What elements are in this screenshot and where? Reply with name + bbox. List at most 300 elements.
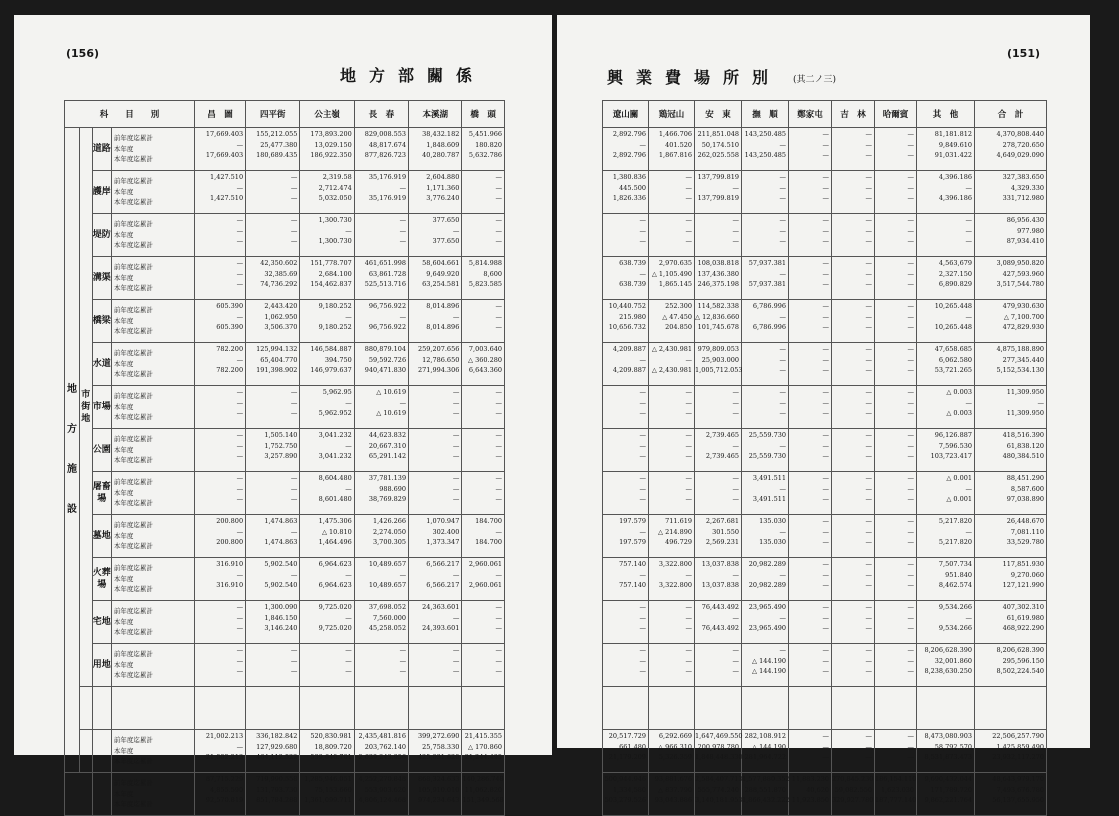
value-line: 135.030	[759, 538, 786, 546]
value-cell	[875, 300, 917, 343]
value-line: 25,559.730	[748, 431, 786, 439]
value-line: 1,623.030	[880, 785, 914, 794]
value-cell	[695, 773, 742, 816]
value-line: —	[236, 484, 244, 493]
value-line: 10,265.448	[934, 302, 972, 310]
value-line: —	[822, 259, 829, 267]
value-line: 3,517,544.780	[996, 280, 1044, 288]
value-line: 1,464.496	[318, 538, 352, 546]
value-line: 288,551.870	[744, 785, 786, 794]
value-line: —	[865, 656, 872, 665]
value-line: 38,769.829	[368, 495, 407, 503]
value-line: 1,505.140	[264, 431, 298, 439]
value-line: △ 966.310	[658, 742, 692, 751]
value-line: —	[822, 581, 829, 589]
value-cell	[649, 773, 695, 816]
value-line: 前年度迄累計	[113, 392, 153, 401]
value-line: △ 10.619	[376, 388, 407, 396]
value-line: 25,559.730	[748, 452, 786, 460]
value-cell	[875, 558, 917, 601]
value-line: 377.650	[432, 237, 460, 245]
value-line: —	[822, 560, 829, 568]
value-line: —	[907, 173, 914, 181]
value-line: —	[822, 570, 829, 579]
value-cell	[789, 773, 832, 816]
value-line: 401.520	[665, 140, 692, 149]
value-line: —	[452, 431, 460, 439]
value-line: 61,838.120	[1006, 441, 1044, 450]
value-line: —	[865, 173, 872, 181]
value-cell	[603, 730, 649, 773]
value-cell	[194, 687, 245, 730]
value-line: —	[865, 398, 872, 407]
value-line: —	[639, 216, 646, 224]
value-cell	[462, 257, 505, 300]
value-line: 5,451.966	[468, 130, 502, 138]
value-line: —	[865, 355, 872, 364]
value-line: —	[822, 226, 829, 235]
value-cell	[832, 386, 875, 429]
value-line: △ 170.860	[468, 742, 502, 751]
value-cell	[789, 644, 832, 687]
table-row	[603, 730, 1047, 773]
value-line: —	[452, 613, 460, 622]
value-line: 252.300	[665, 302, 692, 310]
value-cell	[246, 472, 300, 515]
value-line: 295,596.150	[1002, 656, 1044, 665]
value-line: —	[907, 280, 914, 288]
value-line: 8,473,080.903	[924, 732, 972, 740]
value-cell	[975, 128, 1047, 171]
value-cell	[917, 128, 975, 171]
value-cell	[832, 343, 875, 386]
value-line: 5,814.988	[468, 259, 502, 267]
value-line: —	[907, 753, 914, 761]
value-line: —	[732, 183, 739, 192]
value-line: —	[865, 183, 872, 192]
value-line: 661.480	[619, 742, 646, 751]
group-name: 溝渠	[92, 257, 111, 300]
value-line: 本年度	[113, 531, 134, 540]
group-name: 公園	[92, 429, 111, 472]
value-line: —	[965, 183, 972, 192]
value-line: 11,309.950	[1006, 409, 1044, 417]
value-line: 329,927.780	[832, 796, 874, 804]
value-cell	[603, 386, 649, 429]
value-line: —	[639, 603, 646, 611]
value-line: 4,855.590	[210, 785, 244, 794]
value-line: —	[822, 151, 829, 159]
value-line: —	[452, 398, 460, 407]
value-cell	[917, 730, 975, 773]
value-line: 8,462.574	[938, 581, 972, 589]
table-row	[65, 343, 505, 386]
value-cell	[695, 601, 742, 644]
value-line: 8,600	[483, 269, 502, 278]
value-cell	[832, 730, 875, 773]
value-line: —	[965, 312, 972, 321]
value-line: —	[779, 183, 786, 192]
value-line: 5,902.540	[264, 581, 298, 589]
table-row	[603, 386, 1047, 429]
value-line: 17,669.403	[205, 151, 244, 159]
value-line: 151,778.707	[310, 259, 352, 267]
value-cell	[649, 429, 695, 472]
value-cell	[742, 300, 789, 343]
value-cell	[917, 257, 975, 300]
value-cell	[649, 644, 695, 687]
value-line: 427,593.960	[1002, 269, 1044, 278]
value-cell	[354, 171, 408, 214]
value-cell	[462, 214, 505, 257]
value-line: 1,752.750	[264, 441, 298, 450]
value-line: 10,656.732	[608, 323, 646, 331]
value-cell	[875, 601, 917, 644]
value-line: 186,922.350	[310, 151, 352, 159]
value-cell	[832, 687, 875, 730]
value-line: —	[779, 484, 786, 493]
value-line: —	[236, 237, 244, 245]
value-cell	[742, 558, 789, 601]
value-line: —	[685, 484, 692, 493]
value-line: —	[865, 269, 872, 278]
value-line: —	[965, 216, 972, 224]
value-line: 246,375.198	[697, 280, 739, 288]
left-page	[14, 15, 552, 809]
value-line: 2,960.061	[468, 560, 502, 568]
value-line: —	[685, 431, 692, 439]
row-labels	[111, 515, 194, 558]
value-line: —	[452, 656, 460, 665]
value-cell	[462, 300, 505, 343]
value-cell	[695, 343, 742, 386]
value-line: 200.800	[216, 538, 244, 546]
value-line: —	[732, 388, 739, 396]
value-line: —	[236, 656, 244, 665]
value-line: 6,566.217	[426, 581, 460, 589]
value-line: —	[290, 484, 298, 493]
value-line: 184.700	[475, 538, 502, 546]
value-line: 58,604.661	[422, 259, 460, 267]
value-line: 3,776.240	[426, 194, 460, 202]
value-cell	[832, 128, 875, 171]
value-line: 211,851.048	[697, 130, 739, 138]
value-cell	[603, 515, 649, 558]
value-cell	[649, 515, 695, 558]
value-line: △ 144.190	[752, 742, 786, 751]
value-line: 87,934.410	[1006, 237, 1044, 245]
value-line: 48,643,979.170	[992, 775, 1044, 783]
value-line: 407,302.310	[1002, 603, 1044, 611]
value-line: —	[639, 484, 646, 493]
value-line: 18,809.720	[314, 742, 352, 751]
header-location: 遼山關	[603, 101, 649, 128]
value-cell	[917, 429, 975, 472]
value-line: 2,892.796	[612, 130, 646, 138]
value-cell	[649, 601, 695, 644]
value-cell	[742, 386, 789, 429]
value-cell	[832, 601, 875, 644]
value-line: —	[236, 474, 244, 482]
value-line: 本年度迄累計	[113, 499, 153, 508]
value-line: —	[822, 753, 829, 761]
value-cell	[300, 386, 354, 429]
value-line: —	[822, 355, 829, 364]
value-line: 26,448.670	[1006, 517, 1044, 525]
value-line: 2,970.635	[658, 259, 692, 267]
value-line: 2,435,481.816	[358, 732, 407, 740]
value-line: △ 7,100.700	[1003, 312, 1044, 321]
value-line: —	[495, 323, 502, 331]
value-line: —	[865, 140, 872, 149]
value-line: 829,008.553	[364, 130, 407, 138]
value-line: —	[495, 226, 502, 235]
category-top: 地方施設	[65, 128, 80, 773]
value-cell	[409, 601, 462, 644]
page-number-left: (156)	[66, 47, 100, 60]
value-line: —	[907, 452, 914, 460]
value-line: 8,206,628.390	[996, 646, 1044, 654]
value-line: —	[965, 226, 972, 235]
value-line: —	[779, 527, 786, 536]
value-line: —	[399, 646, 407, 654]
value-line: —	[685, 613, 692, 622]
value-line: 59,592.726	[368, 355, 407, 364]
value-line: 503,279.526	[604, 796, 646, 804]
value-cell	[695, 171, 742, 214]
group-name: 屠畜場	[92, 472, 111, 515]
value-line: —	[236, 140, 244, 149]
page-heading-right: 興業費場所別	[607, 68, 782, 87]
value-line: —	[495, 398, 502, 407]
value-line: 本年度迄累計	[113, 284, 153, 293]
value-line: —	[965, 398, 972, 407]
value-cell	[742, 257, 789, 300]
value-line: —	[685, 194, 692, 202]
value-line: —	[236, 355, 244, 364]
value-line: —	[236, 667, 244, 675]
value-line: —	[639, 140, 646, 149]
value-line: 8,014.896	[426, 323, 460, 331]
value-cell	[354, 429, 408, 472]
value-line: 951.840	[945, 570, 972, 579]
value-line: 719,990.558	[256, 775, 298, 783]
value-line: —	[907, 656, 914, 665]
value-line: —	[965, 613, 972, 622]
value-cell	[649, 300, 695, 343]
value-line: 127,929.680	[256, 742, 298, 751]
value-line: 180,689.435	[256, 151, 298, 159]
value-cell	[409, 214, 462, 257]
value-line: —	[452, 495, 460, 503]
value-line: —	[907, 237, 914, 245]
value-cell	[832, 300, 875, 343]
value-line: 5,152,534.130	[996, 366, 1044, 374]
value-line: 2,569.231	[705, 538, 739, 546]
value-cell	[194, 429, 245, 472]
value-cell	[354, 601, 408, 644]
value-line: 前年度迄累計	[113, 607, 153, 616]
value-line: —	[865, 732, 872, 740]
value-line: 86,956.430	[1006, 216, 1044, 224]
value-line: —	[907, 366, 914, 374]
value-cell	[462, 773, 505, 816]
value-line: —	[822, 269, 829, 278]
value-line: 757.140	[619, 581, 646, 589]
value-cell	[300, 128, 354, 171]
value-cell	[462, 343, 505, 386]
value-cell	[246, 171, 300, 214]
value-line: 782.200	[216, 345, 244, 353]
value-cell	[603, 773, 649, 816]
value-line: 11,883.230	[791, 775, 829, 783]
value-line: —	[639, 495, 646, 503]
value-line: 3,506.370	[264, 323, 298, 331]
value-line: 8,587.600	[1010, 484, 1044, 493]
value-line: 1,466.706	[658, 130, 692, 138]
value-line: 555,774.240	[697, 785, 739, 794]
value-line: —	[345, 312, 352, 321]
value-line: 1,577,880.352	[742, 775, 790, 783]
value-line: —	[865, 484, 872, 493]
value-cell	[246, 644, 300, 687]
value-cell	[975, 343, 1047, 386]
value-cell	[603, 128, 649, 171]
expense-table-left	[64, 100, 505, 816]
value-line: —	[495, 194, 502, 202]
group-name: 市場	[92, 386, 111, 429]
value-line: 87,715.229	[205, 775, 244, 783]
value-line: △ 837.790	[658, 785, 692, 794]
value-line: 7,507.734	[938, 560, 972, 568]
table-row	[65, 214, 505, 257]
value-line: —	[907, 646, 914, 654]
value-line: 4,396.186	[938, 173, 972, 181]
value-line: 21,415.355	[464, 732, 502, 740]
value-cell	[194, 644, 245, 687]
value-line: 20,667.310	[368, 441, 407, 450]
table-row	[603, 128, 1047, 171]
value-line: △ 214.890	[658, 527, 692, 536]
value-cell	[354, 257, 408, 300]
value-line: —	[290, 398, 298, 407]
row-labels	[111, 386, 194, 429]
value-cell	[246, 601, 300, 644]
value-line: 2,712.474	[318, 183, 352, 192]
value-line: —	[822, 474, 829, 482]
value-line: 12,786.650	[422, 355, 460, 364]
value-cell	[246, 730, 300, 773]
value-line: —	[822, 742, 829, 751]
header-location: 吉 林	[832, 101, 875, 128]
value-line: —	[399, 398, 407, 407]
value-line: 35,176.919	[368, 173, 407, 181]
value-line: 前年度迄累計	[113, 650, 153, 659]
value-cell	[300, 558, 354, 601]
value-line: 143,250.485	[744, 130, 786, 138]
table-row	[603, 644, 1047, 687]
value-line: —	[685, 388, 692, 396]
value-line: 37,698.052	[368, 603, 407, 611]
value-cell	[789, 257, 832, 300]
right-page	[557, 15, 1090, 804]
value-cell	[742, 214, 789, 257]
value-line: 2,274.050	[372, 527, 407, 536]
value-line: —	[290, 388, 298, 396]
row-labels	[111, 128, 194, 171]
value-cell	[649, 214, 695, 257]
value-line: —	[822, 345, 829, 353]
value-line: —	[907, 151, 914, 159]
value-cell	[194, 773, 245, 816]
value-cell	[695, 515, 742, 558]
value-line: —	[907, 130, 914, 138]
value-line: 本年度	[113, 488, 134, 497]
value-line: 10,489.657	[368, 560, 407, 568]
value-cell	[300, 644, 354, 687]
value-line: —	[290, 527, 298, 536]
value-line: —	[236, 495, 244, 503]
row-labels	[111, 300, 194, 343]
header-location: 長 春	[354, 101, 408, 128]
value-line: △ 144.190	[752, 656, 786, 665]
value-line: 302.400	[432, 527, 460, 536]
value-line: 191,398.902	[256, 366, 298, 374]
value-cell	[194, 601, 245, 644]
value-line: 2,267.681	[705, 517, 739, 525]
value-line: 本年度	[113, 144, 134, 153]
value-line: —	[236, 216, 244, 224]
value-line: —	[907, 312, 914, 321]
value-line: —	[822, 409, 829, 417]
value-line: —	[639, 613, 646, 622]
value-line: 本年度	[113, 402, 134, 411]
value-line: —	[865, 667, 872, 675]
value-line: —	[685, 474, 692, 482]
value-line: 37,781.139	[368, 474, 407, 482]
value-cell	[975, 472, 1047, 515]
value-line: —	[822, 624, 829, 632]
value-line: —	[907, 624, 914, 632]
value-cell	[409, 515, 462, 558]
value-line: 127,121.990	[1002, 581, 1044, 589]
value-line: —	[822, 603, 829, 611]
value-cell	[246, 515, 300, 558]
value-line: 21,002.213	[205, 732, 244, 740]
header-location: 其 他	[917, 101, 975, 128]
value-line: 2,739.465	[705, 431, 739, 439]
value-line: 11,309.950	[1006, 388, 1044, 396]
value-line: △ 10.619	[376, 409, 407, 417]
value-line: —	[907, 355, 914, 364]
value-line: 20,517.729	[608, 732, 646, 740]
value-line: 2,604.880	[426, 173, 460, 181]
blank-cell	[79, 687, 92, 730]
value-line: 3,491.511	[752, 474, 786, 482]
header-location: 鄭家屯	[789, 101, 832, 128]
value-line: 114,582.338	[697, 302, 739, 310]
value-line: 271,994.306	[417, 366, 460, 374]
value-line: 9,180.252	[318, 302, 352, 310]
header-location: 合 計	[975, 101, 1047, 128]
value-line: —	[685, 173, 692, 181]
value-cell	[194, 386, 245, 429]
value-line: 10,489.657	[368, 581, 407, 589]
value-cell	[246, 300, 300, 343]
value-line: 23,932,117.270	[992, 753, 1044, 761]
value-line: —	[822, 216, 829, 224]
value-line: —	[732, 474, 739, 482]
